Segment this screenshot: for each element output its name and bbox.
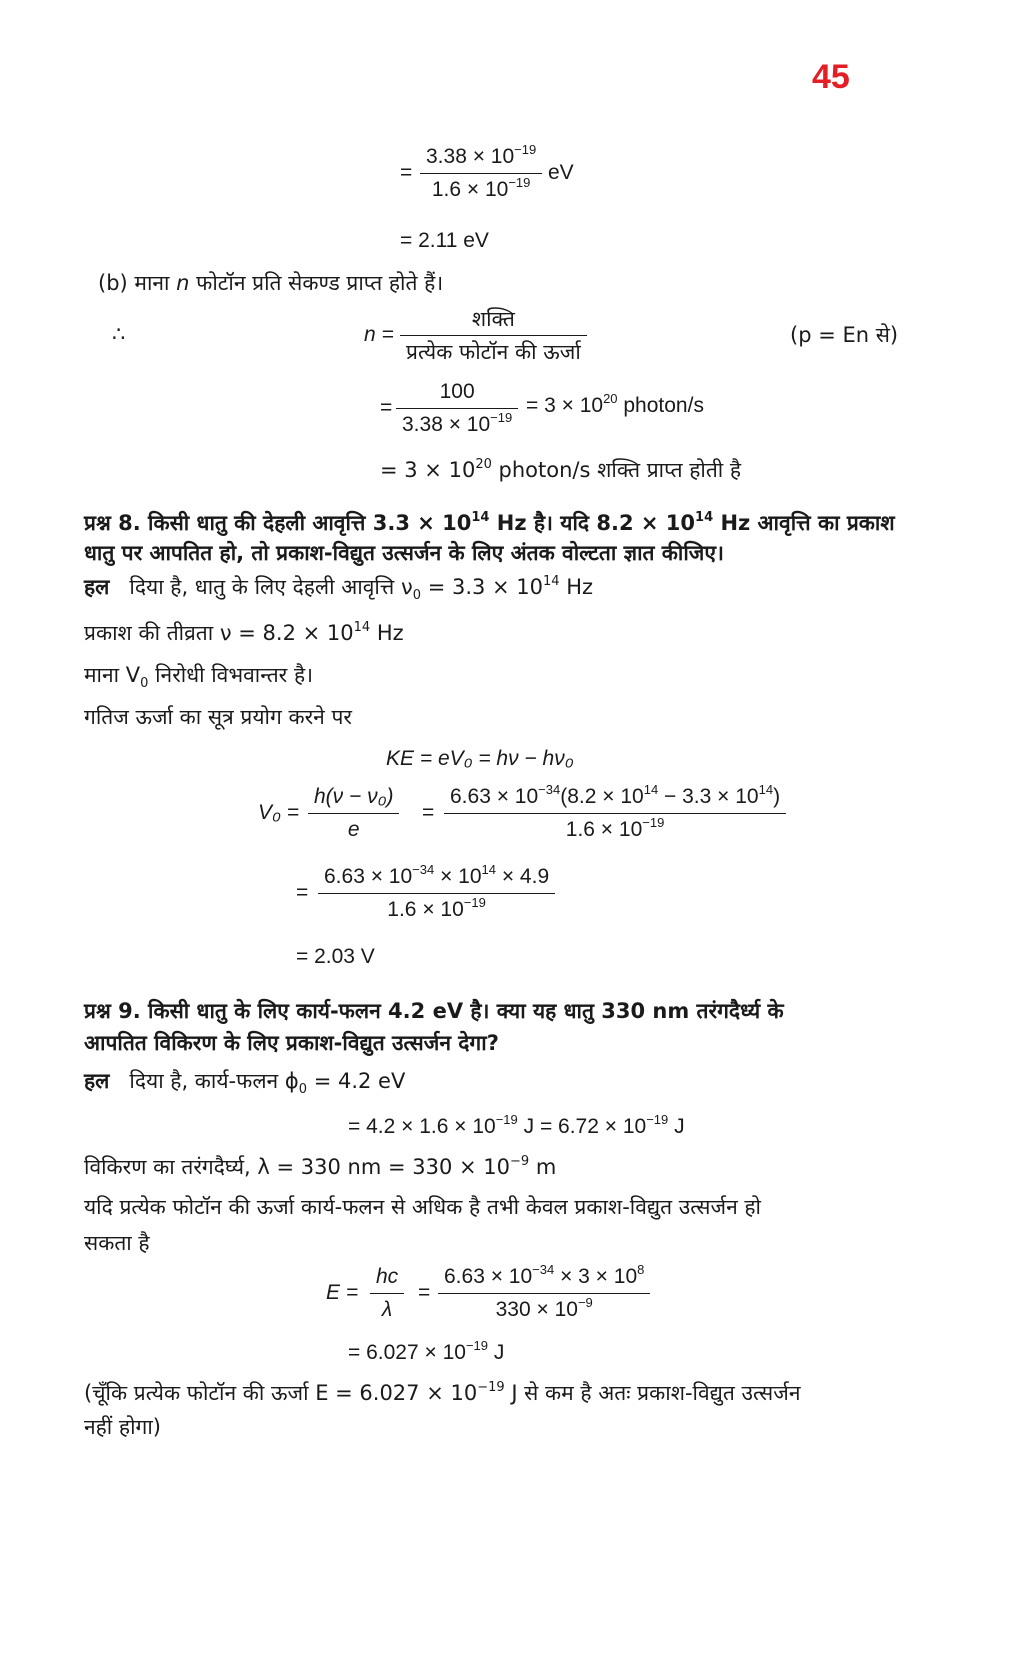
solution-8-fraction2-denominator: $1.6 \times 10^{-19}$ [565,815,665,841]
solution-9-equals: = [418,1281,431,1304]
solution-8-fraction1-numerator: h(ν − ν₀) [314,785,394,808]
solution-8-equals: = [422,801,435,824]
question-9-label: प्रश्न 9. [84,999,141,1023]
solution-8-fraction3-numerator: $6.63 \times 10^{-34} \times 10^{14} \times 4.9$ [324,862,550,888]
solution-8-fraction1 [308,784,399,843]
solution-9-given: हल दिया है, कार्य-फलन $\phi_0 = 4.2$ eV [84,1069,406,1097]
eq4: = $3 \times 10^{20}$ photon/s शक्ति प्राप्त होती है [380,457,742,482]
eq1-equals: = [400,161,413,184]
question-9-line2: आपतित विकिरण के लिए प्रकाश-विद्युत उत्सर्जन देगा? [84,1031,499,1055]
eq3-rhs: = $3 \times 10^{20}$ photon/s [526,391,704,417]
solution-8-given: हल दिया है, धातु के लिए देहली आवृत्ति $\nu_0 = 3.3 \times 10^{14}$ Hz [84,574,594,603]
eq3-fraction [396,379,518,438]
solution-9-fraction2-numerator: $6.63 \times 10^{-34} \times 3 \times 10^8$ [444,1262,645,1288]
n-note: (p = En से) [790,323,899,347]
solution-8-result: = 2.03 V [296,945,375,968]
solution-9-conclusion-line1: (चूँकि प्रत्येक फोटॉन की ऊर्जा $E = 6.027 \times 10^{-19}$ J से कम है अतः प्रकाश-विद्युत उत्सर्जन [84,1380,801,1405]
eq1-unit: eV [548,161,574,184]
eq2: = 2.11 eV [400,229,489,252]
solution-8-frequency: प्रकाश की तीव्रता $\nu = 8.2 \times 10^{14}$ Hz [84,620,404,645]
solution-8-fraction3-equals: = [296,881,309,904]
solution-9-fraction1-denominator: λ [381,1298,393,1321]
solution-9-fraction1 [370,1264,404,1323]
question-9-line1: प्रश्न 9. किसी धातु के लिए कार्य-फलन 4.2 eV है। क्या यह धातु 330 nm तरंगदैर्ध्य के [84,999,784,1023]
solution-8-ke-text: गतिज ऊर्जा का सूत्र प्रयोग करने पर [84,705,353,729]
solution-8-label: हल [84,575,110,599]
solution-8-fraction2-numerator: $6.63 \times 10^{-34}(8.2 \times 10^{14} - 3.3 \times 10^{14})$ [450,782,781,808]
solution-9-fraction1-numerator: hc [376,1265,399,1288]
solution-9-label: हल [84,1069,110,1093]
solution-9-e-lhs: E = [326,1281,359,1304]
solution-9-fraction2 [438,1264,650,1323]
solution-8-fraction3 [318,864,555,923]
solution-8-fraction2 [444,784,786,843]
eq3-numerator: 100 [439,380,475,403]
n-numerator: शक्ति [471,307,515,331]
question-8-label: प्रश्न 8. [84,511,141,535]
solution-9-fraction2-denominator: $330 \times 10^{-9}$ [495,1295,593,1321]
solution-9-conversion: = $4.2 \times 1.6 \times 10^{-19}$ $J = 6.72 \times 10^{-19}$ J [348,1112,685,1138]
eq1-numerator: $3.38 \times 10^{-19}$ [426,142,537,168]
eq3-denominator: $3.38 \times 10^{-19}$ [402,410,513,436]
question-8-line1: प्रश्न 8. किसी धातु की देहली आवृत्ति $3.3 \times 10^{14}$ Hz है। यदि $8.2 \times 10^{14}$ Hz आवृत्ति का प्रकाश [84,510,895,535]
n-fraction [400,306,587,365]
eq1-fraction [420,144,542,203]
therefore-symbol: ∴ [112,323,126,346]
solution-8-fraction1-denominator: e [347,818,360,841]
eq1-denominator: $1.6 \times 10^{-19}$ [431,175,531,201]
solution-8-let: माना $V_0$ निरोधी विभवान्तर है। [84,663,314,691]
solution-8-v0-lhs: V₀ = [258,801,299,824]
n-denominator: प्रत्येक फोटॉन की ऊर्जा [406,340,581,364]
n-equals: n = [364,323,394,346]
page-number: 45 [812,58,850,96]
solution-8-fraction3-denominator: $1.6 \times 10^{-19}$ [387,895,486,921]
solution-8-ke-equation: KE = eV₀ = hν − hν₀ [386,747,574,770]
solution-9-condition-line2: सकता है [84,1231,150,1255]
question-8-line2: धातु पर आपतित हो, तो प्रकाश-विद्युत उत्सर्जन के लिए अंतक वोल्टता ज्ञात कीजिए। [84,541,724,565]
solution-9-conclusion-line2: नहीं होगा) [84,1415,161,1439]
solution-9-energy: = $6.027 \times 10^{-19}$ J [348,1338,505,1364]
solution-9-condition-line1: यदि प्रत्येक फोटॉन की ऊर्जा कार्य-फलन से अधिक है तभी केवल प्रकाश-विद्युत उत्सर्जन हो [84,1195,761,1219]
eq3-equals: = [380,396,393,419]
part-b-statement: (b) माना n फोटॉन प्रति सेकण्ड प्राप्त होते हैं। [98,271,444,295]
solution-9-wavelength: विकिरण का तरंगदैर्घ्य, λ = 330 nm = $330 \times 10^{-9}$ m [84,1154,557,1179]
